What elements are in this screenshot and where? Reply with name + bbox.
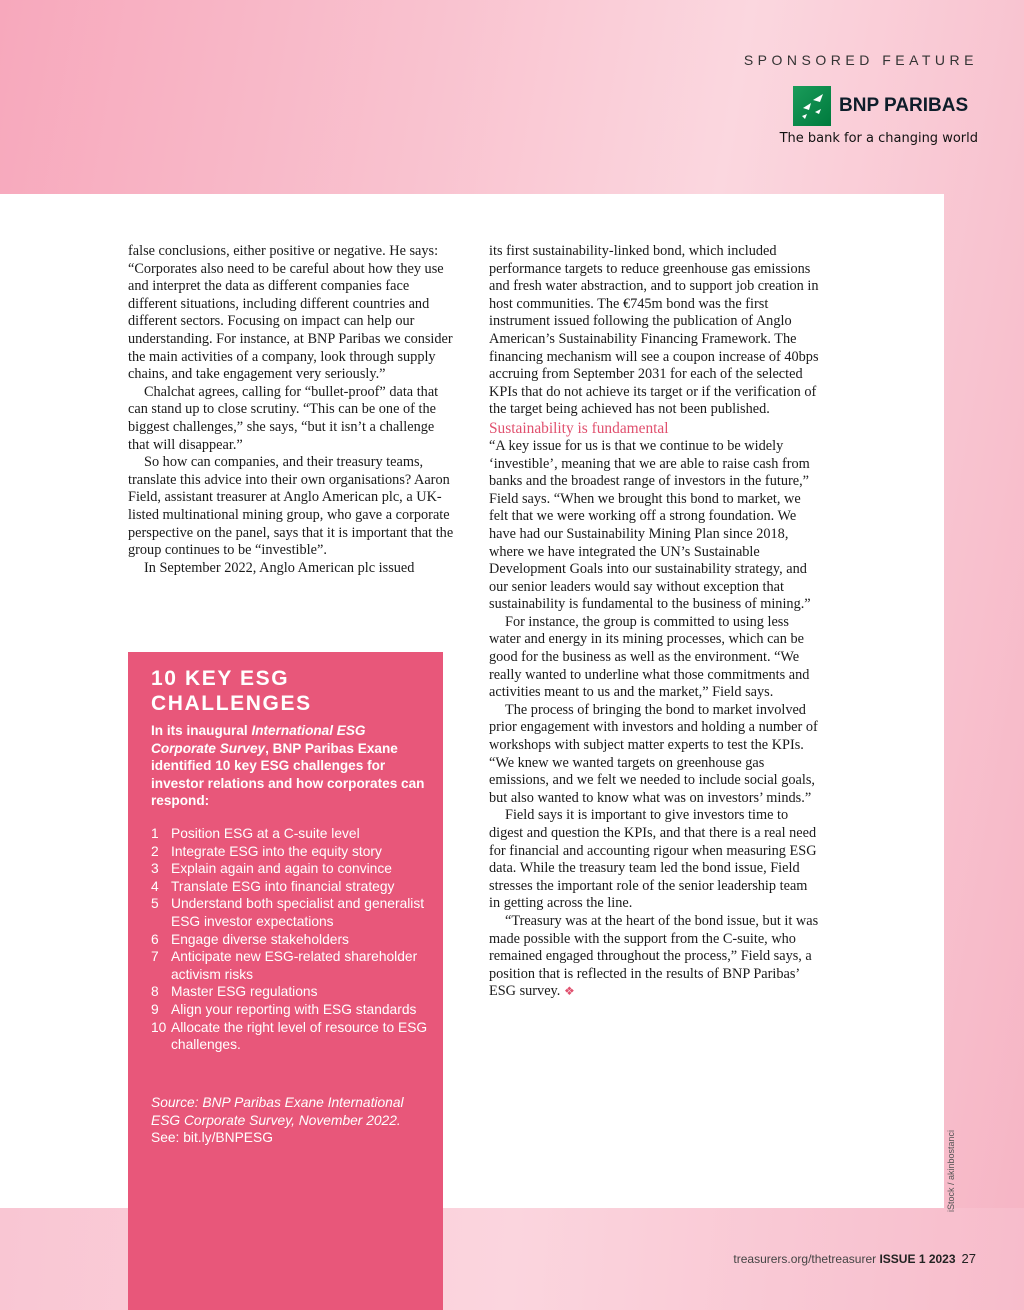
final-paragraph-text: “Treasury was at the heart of the bond issue, but it was made possible with the support from the C-suite, who remained engaged throughout the process,” Field says, a position that is reflected in the results of BNP Paribas’ ESG survey. xyxy=(489,912,819,1000)
list-item xyxy=(151,843,435,861)
paragraph: The process of bringing the bond to market involved prior engagement with investors and holding a number of workshops with subject matter experts to test the KPIs. “We knew we wanted targets on greenhouse gas emissions, and we felt we needed to include social goals, but also wanted to know what was on investors’ minds.” xyxy=(489,701,818,806)
item-text: Integrate ESG into the equity story xyxy=(171,843,382,859)
challenges-list xyxy=(151,825,435,1054)
brand-name: BNP PARIBAS xyxy=(839,95,969,116)
list-item xyxy=(151,825,435,843)
source-citation: Source: BNP Paribas Exane International ESG Corporate Survey, November 2022. xyxy=(151,1095,404,1128)
item-number: 4 xyxy=(151,878,159,894)
item-number: 1 xyxy=(151,826,159,841)
paragraph xyxy=(489,913,821,1001)
bnp-paribas-logo xyxy=(793,86,983,126)
footer-site-link[interactable]: treasurers.org/thetreasurer xyxy=(733,1252,877,1266)
paragraph: Chalchat agrees, calling for “bullet-proof” data that can stand up to close scrutiny. “This can be one of the biggest challenges,” she says, “but it isn’t a challenge that will disappear.” xyxy=(128,383,439,453)
list-item xyxy=(151,931,435,949)
esg-challenges-sidebar xyxy=(128,652,443,1310)
item-text: Understand both specialist and generalist ESG investor expectations xyxy=(171,896,425,929)
brand-tagline: The bank for a changing world xyxy=(779,131,978,146)
item-number: 3 xyxy=(151,861,159,877)
item-number: 5 xyxy=(151,896,159,912)
list-item xyxy=(151,983,435,1001)
paragraph: So how can companies, and their treasury teams, translate this advice into their own organisations? Aaron Field, assistant treasurer at Anglo American plc, a UK-listed multinational mining group, who gave a corporate perspective on the panel, says that it is important that the group continues to be “investible”. xyxy=(128,454,454,559)
paragraph: its first sustainability-linked bond, which included performance targets to reduce greenhouse gas emissions and fresh water abstraction, and to support job creation in host communities. The €745m bond was the first instrument issued following the publication of Anglo American’s Sustainability Financing Framework. The financing mechanism will see a coupon increase of 40bps accruing from September 2031 for each of the selected KPIs that do not achieve its target or if the verification of the target being achieved has not been published. xyxy=(489,243,819,418)
list-item xyxy=(151,948,435,983)
paragraph: For instance, the group is committed to using less water and energy in its mining processes, which can be good for the business as well as the environment. “We really wanted to underline what those commitments and activities meant to us and the market,” Field says. xyxy=(489,613,810,701)
footer-issue: ISSUE 1 2023 xyxy=(879,1252,956,1266)
photo-credit: iStock / akinbostanci xyxy=(946,1129,956,1212)
end-mark-icon: ❖ xyxy=(563,984,575,999)
logo-mark-icon xyxy=(793,86,831,126)
article-column-1 xyxy=(128,243,456,577)
item-text: Anticipate new ESG-related shareholder activism risks xyxy=(171,949,418,982)
sponsored-feature-label: SPONSORED FEATURE xyxy=(743,52,978,68)
item-number: 8 xyxy=(151,984,159,1000)
paragraph: Field says it is important to give investors time to digest and question the KPIs, and that there is a real need for financial and accounting rigour when measuring ESG data. While the treasury team led the bond issue, Field stresses the important role of the senior leadership team in getting across the line. xyxy=(489,807,817,912)
item-text: Explain again and again to convince xyxy=(171,861,392,877)
item-number: 6 xyxy=(151,931,159,947)
item-text: Position ESG at a C-suite level xyxy=(171,826,360,841)
page-number: 27 xyxy=(961,1251,976,1266)
item-number: 7 xyxy=(151,949,159,965)
sidebar-title: 10 KEY ESG CHALLENGES xyxy=(151,667,312,715)
paragraph: In September 2022, Anglo American plc issued xyxy=(144,559,415,576)
item-text: Translate ESG into financial strategy xyxy=(171,878,395,894)
item-text: Engage diverse stakeholders xyxy=(171,931,349,947)
article-column-2 xyxy=(489,243,821,1001)
item-text: Master ESG regulations xyxy=(171,984,318,1000)
list-item xyxy=(151,1001,435,1019)
source-link[interactable]: See: bit.ly/BNPESG xyxy=(151,1130,273,1146)
list-item xyxy=(151,878,435,896)
section-subheading: Sustainability is fundamental xyxy=(489,419,669,437)
item-text: Align your reporting with ESG standards xyxy=(171,1001,417,1017)
intro-prefix: In its inaugural xyxy=(151,723,252,738)
item-number: 9 xyxy=(151,1001,159,1017)
list-item xyxy=(151,1019,435,1054)
paragraph: false conclusions, either positive or negative. He says: “Corporates also need to be careful about how they use and interpret the data as different companies face different situations, including different countries and different sectors. Focusing on impact can help our understanding. For instance, at BNP Paribas we consider the main activities of a company, look through supply chains, and take engagement very seriously.” xyxy=(128,243,453,383)
item-number: 10 xyxy=(151,1019,167,1035)
intro-suffix: , BNP Paribas Exane identified 10 key ESG challenges for investor relations and how corporates can respond: xyxy=(151,740,425,809)
sidebar-source xyxy=(151,1094,431,1147)
paragraph: “A key issue for us is that we continue to be widely ‘investible’, meaning that we are able to raise cash from banks and the broadest range of investors in the future,” Field says. “When we brought this bond to market, we felt that we were working off a strong foundation. We have had our Sustainability Mining Plan since 2018, where we have integrated the UN’s Sustainable Development Goals into our sustainability strategy, and our senior leaders would say without exception that sustainability is fundamental to the business of mining.” xyxy=(489,437,811,613)
item-number: 2 xyxy=(151,843,159,859)
list-item xyxy=(151,895,435,930)
page-footer xyxy=(733,1251,976,1266)
list-item xyxy=(151,860,435,878)
survey-name: International ESG Corporate Survey xyxy=(151,723,366,756)
item-text: Allocate the right level of resource to ESG challenges. xyxy=(171,1019,428,1053)
sidebar-intro xyxy=(151,722,431,810)
